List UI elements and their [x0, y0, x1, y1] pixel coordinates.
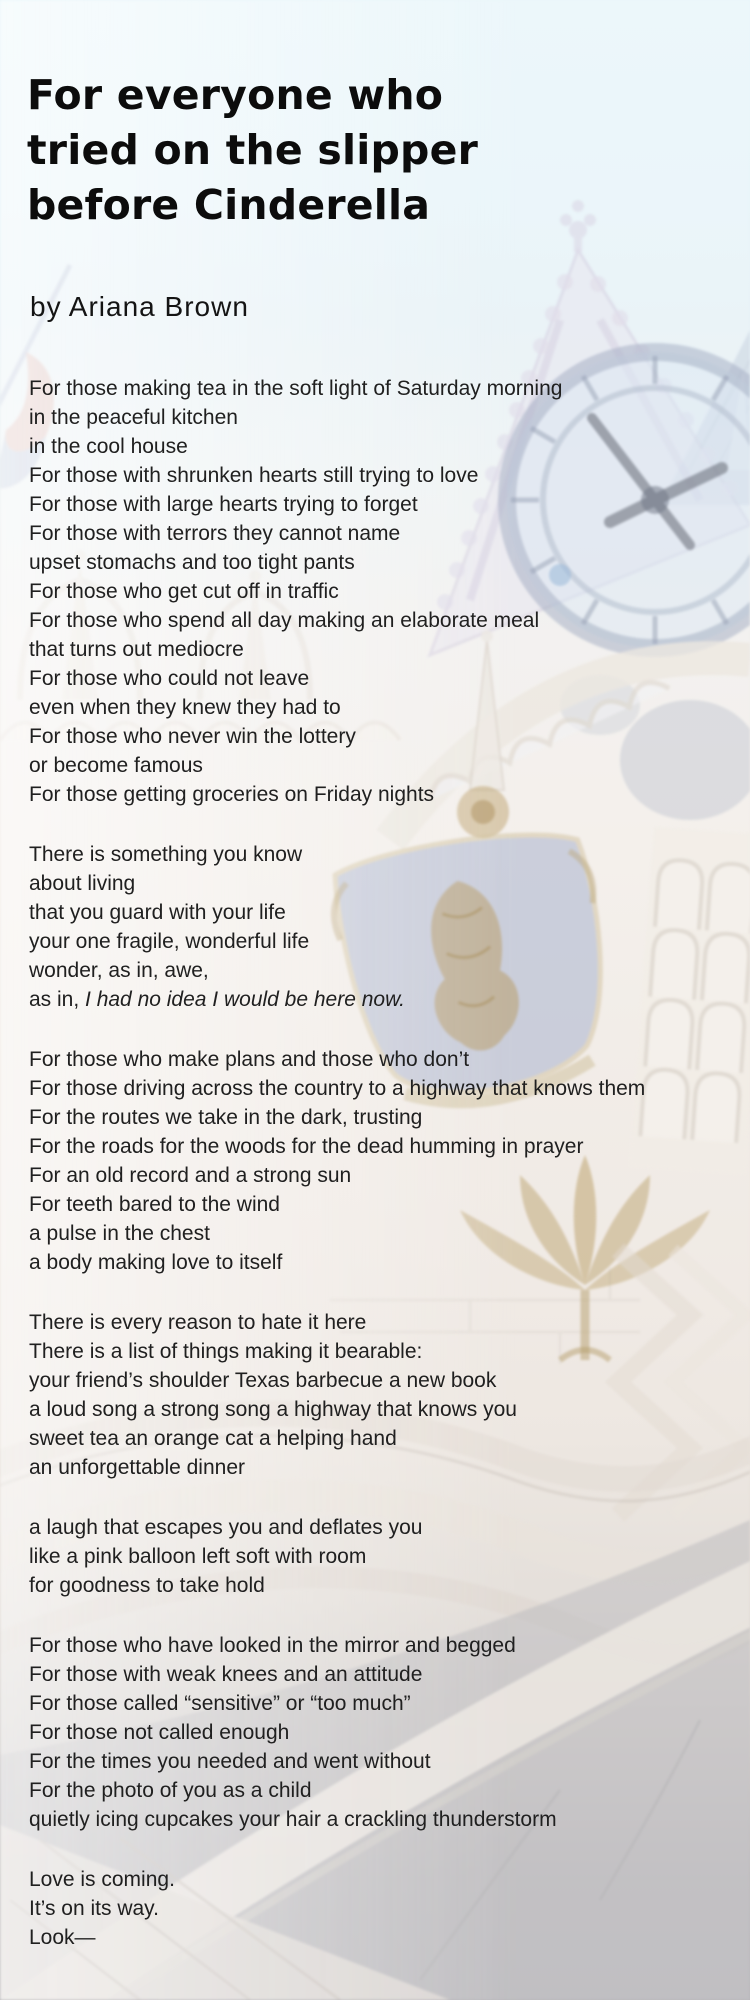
poem-line: For those making tea in the soft light of Saturday morning	[29, 377, 563, 400]
poem-title-line-1: For everyone who	[27, 71, 444, 119]
poem-title	[27, 68, 687, 233]
poem-line: a body making love to itself	[29, 1251, 283, 1274]
byline: by Ariana Brown	[30, 291, 249, 322]
poem-line: For those who never win the lottery	[29, 725, 356, 748]
poem-stanza	[29, 840, 745, 1014]
poem-line: For those with weak knees and an attitude	[29, 1663, 423, 1686]
poem-line: For teeth bared to the wind	[29, 1193, 280, 1216]
poem-line: For those not called enough	[29, 1721, 290, 1744]
poem-line: your one fragile, wonderful life	[29, 930, 310, 953]
poem-line: about living	[29, 872, 136, 895]
poem-line: For the photo of you as a child	[29, 1779, 312, 1802]
poem-line: For an old record and a strong sun	[29, 1164, 352, 1187]
poem-line: sweet tea an orange cat a helping hand	[29, 1427, 397, 1450]
poem-line: There is a list of things making it bearable:	[29, 1340, 423, 1363]
poem-line: For the roads for the woods for the dead humming in prayer	[29, 1135, 584, 1158]
poem-line: even when they knew they had to	[29, 696, 341, 719]
poem-line: or become famous	[29, 754, 203, 777]
poem-line: your friend’s shoulder Texas barbecue a new book	[29, 1369, 497, 1392]
poem-line: an unforgettable dinner	[29, 1456, 245, 1479]
poem-stanza	[29, 1631, 745, 1834]
poem-line: upset stomachs and too tight pants	[29, 551, 355, 574]
poem-stanza	[29, 374, 745, 809]
poem-stanza	[29, 1865, 745, 1952]
poem-line: wonder, as in, awe,	[29, 959, 209, 982]
poem-line: For those who spend all day making an elaborate meal	[29, 609, 540, 632]
poem-line: for goodness to take hold	[29, 1574, 265, 1597]
poem-line: quietly icing cupcakes your hair a crackling thunderstorm	[29, 1808, 557, 1831]
poem-title-line-2: tried on the slipper	[27, 126, 479, 174]
poem-line: in the peaceful kitchen	[29, 406, 238, 429]
poem-line: For those with shrunken hearts still trying to love	[29, 464, 479, 487]
poem-line: For those with terrors they cannot name	[29, 522, 401, 545]
poem-line: For those with large hearts trying to forget	[29, 493, 418, 516]
poem-line: like a pink balloon left soft with room	[29, 1545, 367, 1568]
poem-line: For those driving across the country to a highway that knows them	[29, 1077, 646, 1100]
poem-line: a loud song a strong song a highway that knows you	[29, 1398, 517, 1421]
poem-stanza	[29, 1045, 745, 1277]
line-segment: as in,	[29, 988, 86, 1011]
poem-title-line-3: before Cinderella	[27, 181, 431, 229]
poem-stanza	[29, 1513, 745, 1600]
poem-line: a laugh that escapes you and deflates you	[29, 1516, 423, 1539]
poem-line: It’s on its way.	[29, 1897, 159, 1920]
poem-line: For the routes we take in the dark, trusting	[29, 1106, 423, 1129]
poem-line: For those who have looked in the mirror and begged	[29, 1634, 516, 1657]
poem-line: For those getting groceries on Friday nights	[29, 783, 435, 806]
poem-line: For those called “sensitive” or “too much”	[29, 1692, 411, 1715]
poem-line: For those who get cut off in traffic	[29, 580, 339, 603]
poem-line: that turns out mediocre	[29, 638, 244, 661]
poem	[29, 374, 745, 1983]
poem-line: There is something you know	[29, 843, 303, 866]
poem-line: Love is coming.	[29, 1868, 175, 1891]
poem-line: There is every reason to hate it here	[29, 1311, 367, 1334]
italic-phrase: I had no idea I would be here now.	[85, 988, 405, 1011]
poem-line: For the times you needed and went without	[29, 1750, 431, 1773]
poem-line: For those who could not leave	[29, 667, 310, 690]
poem-line	[29, 985, 745, 1014]
poem-line: that you guard with your life	[29, 901, 286, 924]
poem-line: a pulse in the chest	[29, 1222, 210, 1245]
poem-stanza	[29, 1308, 745, 1482]
poem-line: in the cool house	[29, 435, 188, 458]
poem-line: For those who make plans and those who don’t	[29, 1048, 470, 1071]
poem-line: Look—	[29, 1926, 96, 1949]
